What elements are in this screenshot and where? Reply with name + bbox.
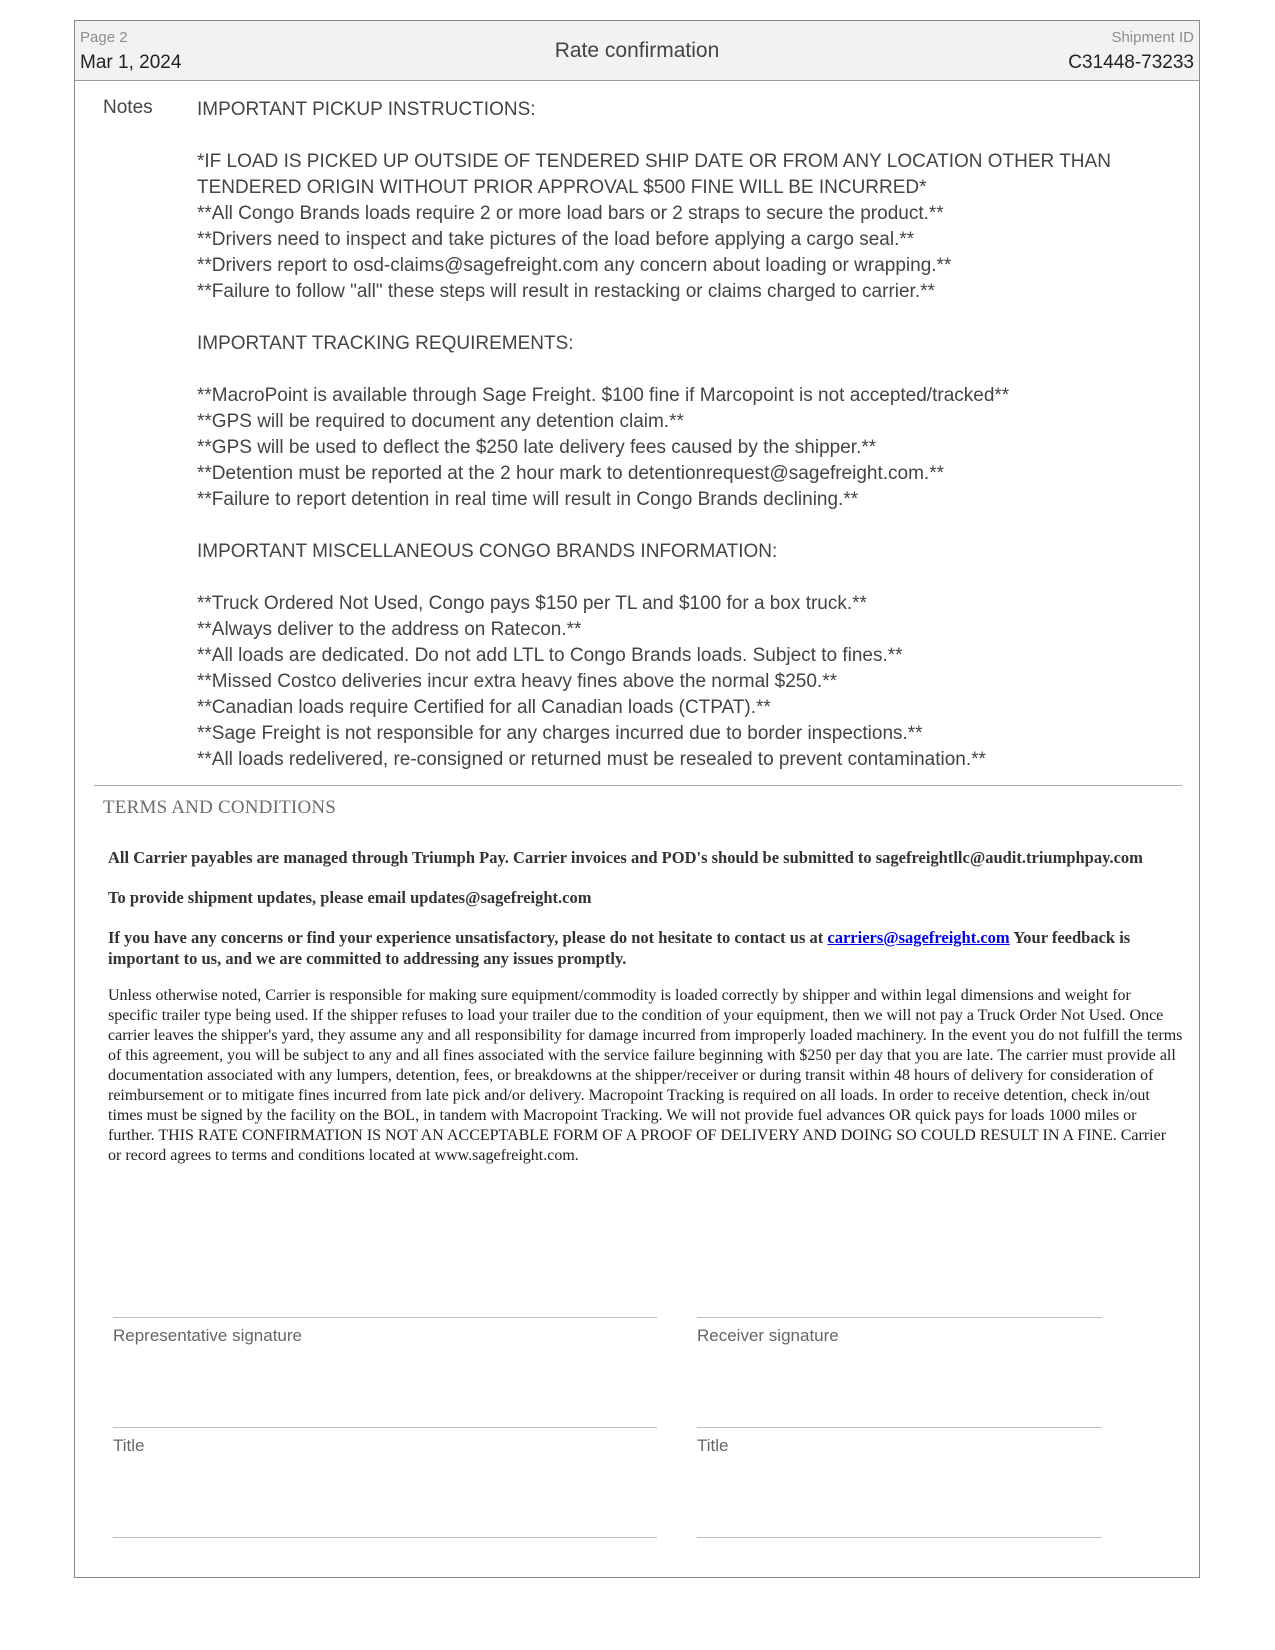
tracking-line: **GPS will be used to deflect the $250 late delivery fees caused by the shipper.** (197, 437, 877, 458)
header-right (1068, 29, 1194, 75)
tracking-line: **MacroPoint is available through Sage Freight. $100 fine if Marcopoint is not accepted/tracked** (197, 385, 1010, 406)
misc-heading: IMPORTANT MISCELLANEOUS CONGO BRANDS INFORMATION: (197, 541, 778, 562)
section-divider (94, 785, 1182, 786)
bottom-line-left (113, 1537, 657, 1538)
terms-section (103, 797, 1183, 1166)
misc-line: **Missed Costco deliveries incur extra heavy fines above the normal $250.** (197, 671, 837, 692)
concerns-followup: Your feedback is important to us, and we are committed to addressing any issues promptly. (108, 928, 1131, 968)
updates-note: To provide shipment updates, please email updates@sagefreight.com (108, 888, 592, 907)
pickup-line: **Drivers report to osd-claims@sagefreight.com any concern about loading or wrapping.** (197, 255, 952, 276)
title-line (113, 1427, 657, 1428)
terms-body: Unless otherwise noted, Carrier is responsible for making sure equipment/commodity is loaded correctly by shipper and within legal dimensions and weight for specific trailer type being used. If the shipper refuses to load your trailer due to the condition of your equipment, then we will not pay a Truck Order Not Used. Once carrier leaves the shipper's yard, they assume any and all responsibility for damage incurred from improperly loaded machinery. In the event you do not fulfill the terms of this agreement, you will be subject to any and all fines associated with the service failure beginning with $250 per day that you are late. The carrier must provide all documentation associated with any lumpers, detention, fees, or breakdowns at the shipper/receiver or during transit within 48 hours of delivery for consideration of reimbursement or to mitigate fines incurred from late pick and/or delivery. Macropoint Tracking is required on all loads. In order to receive detention, check in/out times must be signed by the facility on the BOL, in tandem with Macropoint Tracking. We will not provide fuel advances OR quick pays for loads 1000 miles or further. THIS RATE CONFIRMATION IS NOT AN ACCEPTABLE FORM OF A PROOF OF DELIVERY AND DOING SO COULD RESULT IN A FINE. Carrier or record agrees to terms and conditions located at www.sagefreight.com. (108, 987, 1183, 1164)
tracking-line: **Failure to report detention in real time will result in Congo Brands declining.** (197, 489, 859, 510)
receiver-title-block (697, 1427, 1102, 1456)
concerns-text: If you have any concerns or find your experience unsatisfactory, please do not hesitate to contact us at (108, 928, 824, 947)
representative-signature-label: Representative signature (113, 1326, 303, 1345)
title-line (697, 1427, 1102, 1428)
payables-note: All Carrier payables are managed through Triumph Pay. Carrier invoices and POD's should be submitted to sagefreightllc@audit.triumphpay.com (108, 848, 1143, 867)
misc-line: **Sage Freight is not responsible for any charges incurred due to border inspections.** (197, 723, 923, 744)
document-title: Rate confirmation (554, 39, 720, 62)
carriers-email-link[interactable]: carriers@sagefreight.com (827, 928, 1010, 947)
receiver-signature-block (697, 1317, 1102, 1346)
concerns-note (108, 927, 1183, 969)
notes-label: Notes (103, 97, 153, 118)
representative-signature-block (113, 1317, 657, 1346)
pickup-line: **Drivers need to inspect and take pictures of the load before applying a cargo seal.** (197, 229, 915, 250)
tracking-heading: IMPORTANT TRACKING REQUIREMENTS: (197, 333, 574, 354)
terms-title: TERMS AND CONDITIONS (103, 797, 337, 818)
misc-line: **All loads are dedicated. Do not add LTL to Congo Brands loads. Subject to fines.** (197, 645, 903, 666)
shipment-id-label: Shipment ID (1111, 29, 1194, 46)
receiver-signature-label: Receiver signature (697, 1326, 839, 1345)
page-header (75, 21, 1199, 81)
blank-line (697, 1537, 1102, 1538)
misc-line: **Truck Ordered Not Used, Congo pays $150 per TL and $100 for a box truck.** (197, 593, 867, 614)
tracking-line: **GPS will be required to document any detention claim.** (197, 411, 684, 432)
notes-body (197, 97, 1187, 773)
representative-title-label: Title (113, 1436, 145, 1455)
representative-title-block (113, 1427, 657, 1456)
signature-line (697, 1317, 1102, 1318)
pickup-heading: IMPORTANT PICKUP INSTRUCTIONS: (197, 99, 536, 120)
receiver-title-label: Title (697, 1436, 729, 1455)
tracking-line: **Detention must be reported at the 2 hour mark to detentionrequest@sagefreight.com.** (197, 463, 944, 484)
pickup-line: *IF LOAD IS PICKED UP OUTSIDE OF TENDERED SHIP DATE OR FROM ANY LOCATION OTHER THAN (197, 151, 1111, 172)
shipment-id: C31448-73233 (1068, 52, 1194, 73)
misc-line: **Always deliver to the address on Ratecon.** (197, 619, 582, 640)
bottom-line-right (697, 1537, 1102, 1538)
pickup-line: TENDERED ORIGIN WITHOUT PRIOR APPROVAL $500 FINE WILL BE INCURRED* (197, 177, 927, 198)
pickup-line: **All Congo Brands loads require 2 or more load bars or 2 straps to secure the product.** (197, 203, 944, 224)
document-frame (74, 20, 1200, 1578)
page-number: Page 2 (80, 29, 128, 46)
signature-line (113, 1317, 657, 1318)
blank-line (113, 1537, 657, 1538)
misc-line: **Canadian loads require Certified for all Canadian loads (CTPAT).** (197, 697, 771, 718)
misc-line: **All loads redelivered, re-consigned or returned must be resealed to prevent contamination.** (197, 749, 986, 770)
document-date: Mar 1, 2024 (80, 52, 182, 73)
pickup-line: **Failure to follow "all" these steps will result in restacking or claims charged to carrier.** (197, 281, 935, 302)
